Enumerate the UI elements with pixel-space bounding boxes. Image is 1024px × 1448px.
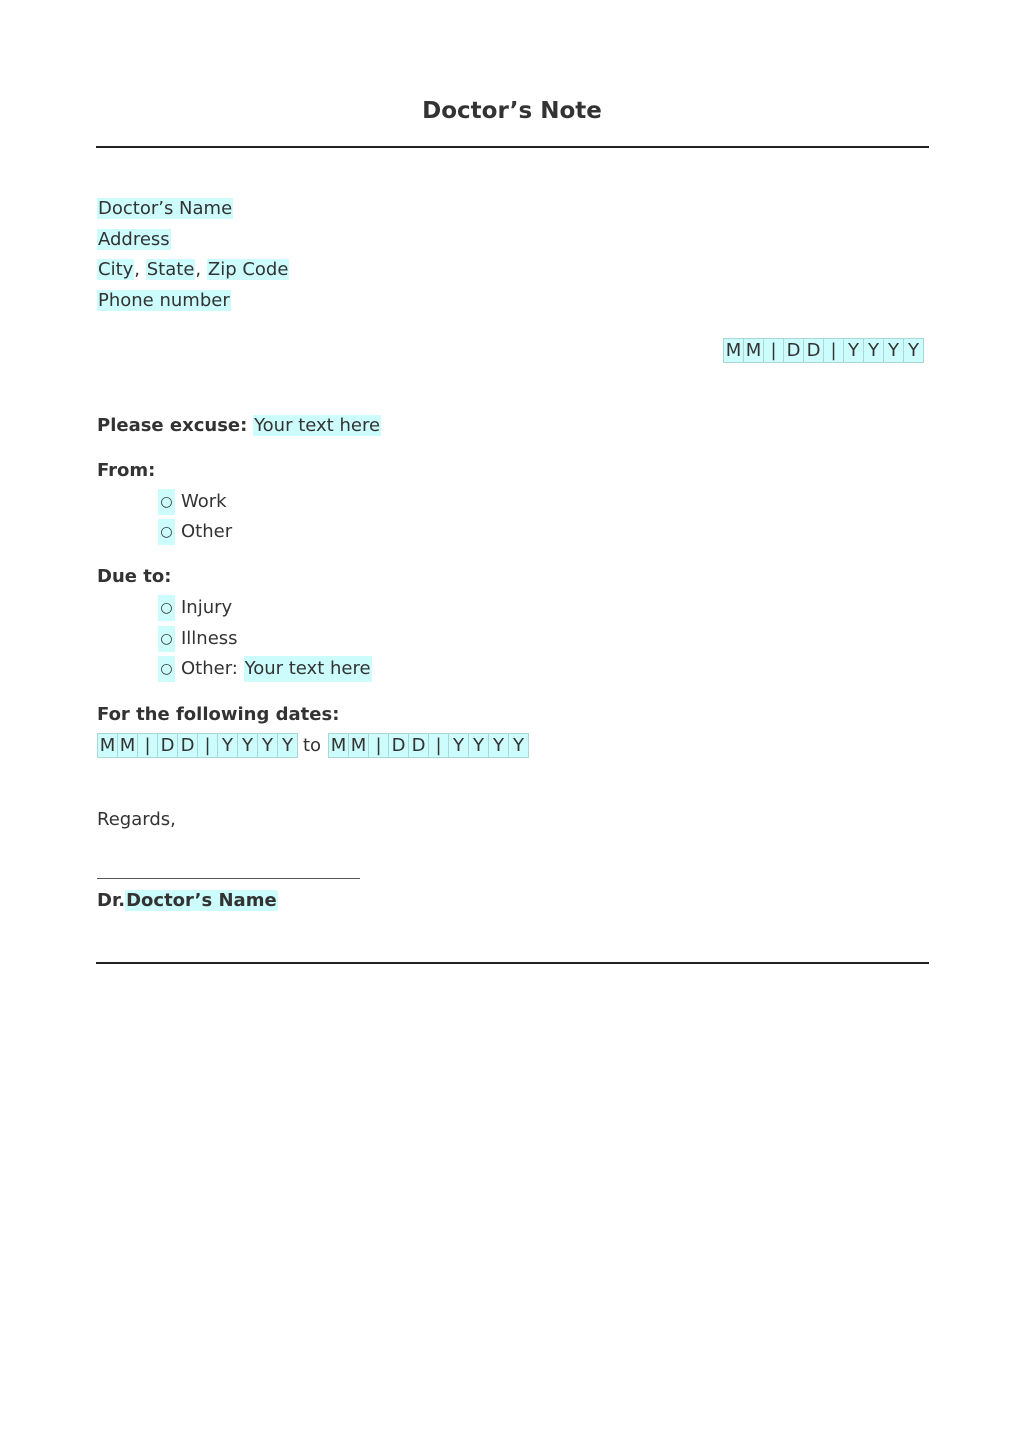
comma-separator: ,: [134, 259, 141, 280]
date-cell[interactable]: M: [97, 733, 118, 758]
document-title: Doctor’s Note: [422, 98, 602, 124]
radio-icon[interactable]: ○: [158, 489, 175, 515]
address-line: [97, 227, 171, 253]
signature-name-field[interactable]: Doctor’s Name: [126, 890, 277, 911]
excuse-label: Please excuse:: [97, 415, 248, 436]
date-cell[interactable]: D: [803, 338, 824, 363]
signature-line: [97, 878, 360, 879]
zip-field[interactable]: Zip Code: [207, 259, 289, 280]
radio-icon[interactable]: ○: [158, 595, 175, 621]
phone-field[interactable]: Phone number: [98, 290, 230, 311]
doctor-name-field[interactable]: Doctor’s Name: [98, 198, 233, 219]
date-cell[interactable]: D: [177, 733, 198, 758]
option-label: Work: [181, 491, 227, 512]
end-date-field[interactable]: [328, 733, 528, 758]
due-option-injury[interactable]: [158, 595, 232, 621]
date-cell[interactable]: D: [388, 733, 409, 758]
date-cell[interactable]: Y: [448, 733, 469, 758]
date-cell[interactable]: Y: [863, 338, 884, 363]
signature-prefix: Dr.: [97, 890, 126, 911]
radio-icon[interactable]: ○: [158, 519, 175, 545]
date-cell[interactable]: Y: [468, 733, 489, 758]
date-cell[interactable]: |: [368, 733, 389, 758]
closing-text: Regards,: [97, 809, 176, 830]
due-option-other[interactable]: [158, 656, 372, 682]
date-cell[interactable]: M: [723, 338, 744, 363]
city-state-zip-line: [97, 257, 289, 283]
city-field[interactable]: City: [98, 259, 134, 280]
date-cell[interactable]: Y: [488, 733, 509, 758]
date-cell[interactable]: M: [743, 338, 764, 363]
option-label: Injury: [181, 597, 233, 618]
due-to-label: Due to:: [97, 566, 172, 587]
option-label: Other: [181, 521, 233, 542]
top-divider: [96, 146, 929, 148]
date-cell[interactable]: M: [328, 733, 349, 758]
start-date-field[interactable]: [97, 733, 297, 758]
phone-line: [97, 288, 231, 314]
date-cell[interactable]: |: [428, 733, 449, 758]
date-cell[interactable]: Y: [237, 733, 258, 758]
date-cell[interactable]: D: [408, 733, 429, 758]
date-cell[interactable]: D: [783, 338, 804, 363]
date-cell[interactable]: Y: [217, 733, 238, 758]
comma-separator: ,: [195, 259, 202, 280]
date-cell[interactable]: |: [137, 733, 158, 758]
radio-icon[interactable]: ○: [158, 626, 175, 652]
date-cell[interactable]: M: [348, 733, 369, 758]
due-option-illness[interactable]: [158, 626, 238, 652]
date-cell[interactable]: Y: [257, 733, 278, 758]
date-cell[interactable]: D: [157, 733, 178, 758]
state-field[interactable]: State: [146, 259, 195, 280]
to-label: to: [303, 735, 322, 756]
option-label: Illness: [181, 628, 238, 649]
radio-icon[interactable]: ○: [158, 656, 175, 682]
due-other-field[interactable]: Your text here: [244, 656, 372, 682]
date-cell[interactable]: |: [197, 733, 218, 758]
bottom-divider: [96, 962, 929, 964]
date-cell[interactable]: Y: [277, 733, 298, 758]
excuse-line: [97, 413, 381, 439]
from-label: From:: [97, 460, 156, 481]
from-option-work[interactable]: [158, 489, 227, 515]
option-label: Other:: [181, 658, 238, 679]
dates-label: For the following dates:: [97, 704, 340, 725]
date-cell[interactable]: Y: [883, 338, 904, 363]
date-cell[interactable]: M: [117, 733, 138, 758]
date-cell[interactable]: Y: [903, 338, 924, 363]
doctor-name-line: [97, 196, 233, 222]
excuse-field[interactable]: Your text here: [254, 415, 381, 436]
date-cell[interactable]: |: [823, 338, 844, 363]
signature-block: [97, 888, 278, 914]
date-cell[interactable]: Y: [508, 733, 529, 758]
address-field[interactable]: Address: [98, 229, 170, 250]
from-option-other[interactable]: [158, 519, 232, 545]
note-date-field[interactable]: [723, 338, 923, 363]
date-cell[interactable]: Y: [843, 338, 864, 363]
date-cell[interactable]: |: [763, 338, 784, 363]
